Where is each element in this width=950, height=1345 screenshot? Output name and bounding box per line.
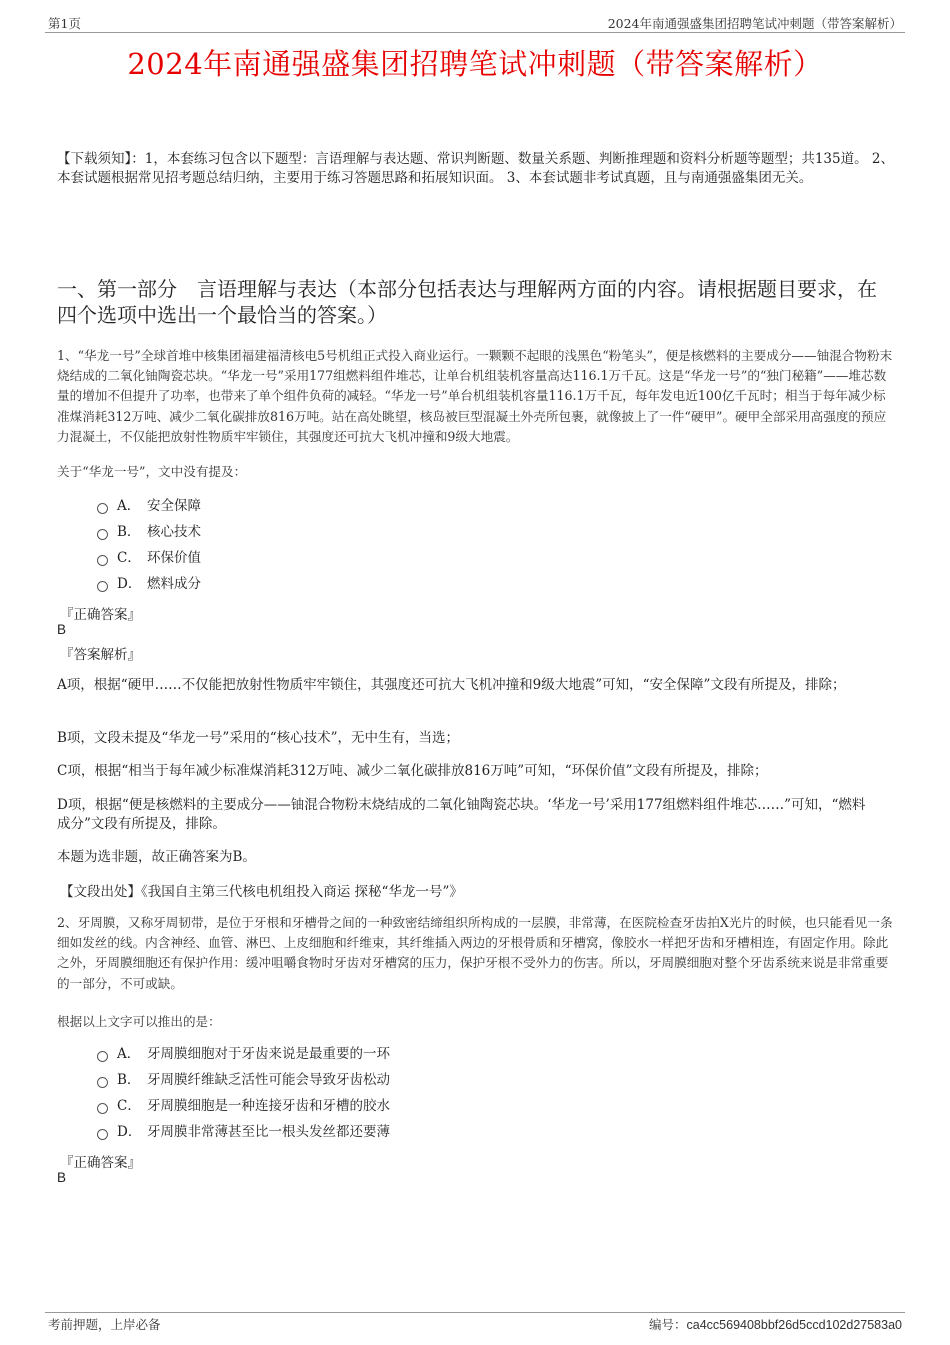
page-number: 第1页 — [48, 16, 81, 31]
analysis-b: B项，文段未提及“华龙一号”采用的“核心技术”，无中生有，当选； — [57, 730, 460, 746]
document-title: 2024年南通强盛集团招聘笔试冲刺题（带答案解析） — [127, 47, 823, 81]
question-1-options — [97, 493, 201, 597]
footer-code-value: ca4cc569408bbf26d5ccd102d27583a0 — [686, 1318, 902, 1332]
footer-slogan: 考前押题，上岸必备 — [48, 1317, 161, 1332]
option-text: 牙周膜细胞对于牙齿来说是最重要的一环 — [147, 1046, 390, 1062]
analysis-c: C项，根据“相当于每年减少标准煤消耗312万吨、减少二氧化碳排放816万吨”可知，“环保价值”文段有所提及，排除； — [57, 763, 768, 779]
answer-label: 『正确答案』 — [60, 1155, 141, 1171]
question-2-prompt: 根据以上文字可以推出的是： — [57, 1014, 221, 1029]
radio-icon[interactable] — [97, 1077, 108, 1088]
radio-icon[interactable] — [97, 555, 108, 566]
option-text: 核心技术 — [147, 524, 201, 540]
analysis-label: 『答案解析』 — [60, 647, 141, 663]
option-key: D． — [117, 1124, 142, 1140]
page-header — [45, 14, 905, 33]
question-2-options — [97, 1041, 390, 1145]
answer-value: B — [57, 1170, 67, 1185]
analysis-conclusion: 本题为选非题，故正确答案为B。 — [57, 849, 256, 865]
analysis-a: A项，根据“硬甲……不仅能把放射性物质牢牢锁住，其强度还可抗大飞机冲撞和9级大地震”可知，“安全保障”文段有所提及，排除； — [57, 677, 846, 693]
answer-value: B — [57, 622, 67, 637]
section-heading: 一、第一部分 言语理解与表达（本部分包括表达与理解两方面的内容。请根据题目要求，在四个选项中选出一个最恰当的答案。） — [57, 277, 877, 327]
passage-source: 【文段出处】《我国自主第三代核电机组投入商运 探秘“华龙一号”》 — [60, 884, 463, 900]
question-2-passage: 2、牙周膜，又称牙周韧带，是位于牙根和牙槽骨之间的一种致密结缔组织所构成的一层膜，非常薄，在医院检查牙齿拍X光片的时候，也只能看见一条细如发丝的线。内含神经、血管、淋巴、上皮细胞和纤维束，其纤维插入两边的牙根骨质和牙槽窝，像胶水一样把牙齿和牙槽相连，有固定作用。除此之外，牙周膜细胞还有保护作用：缓冲咀嚼食物时牙齿对牙槽窝的压力，保护牙根不受外力的伤害。所以，牙周膜细胞对整个牙齿系统来说是非常重要的一部分，不可或缺。 — [57, 915, 893, 991]
option-a[interactable] — [97, 493, 201, 519]
answer-label: 『正确答案』 — [60, 607, 141, 623]
download-notice: 【下载须知】：1，本套练习包含以下题型：言语理解与表达题、常识判断题、数量关系题、判断推理题和资料分析题等题型；共135道。 2、本套试题根据常见招考题总结归纳，主要用于练习答题思路和拓展知识面。 3、本套试题非考试真题，且与南通强盛集团无关。 — [57, 151, 894, 186]
option-text: 牙周膜细胞是一种连接牙齿和牙槽的胶水 — [147, 1098, 390, 1114]
option-text: 环保价值 — [147, 550, 201, 566]
option-key: D． — [117, 576, 142, 592]
option-b[interactable] — [97, 1067, 390, 1093]
radio-icon[interactable] — [97, 1103, 108, 1114]
radio-icon[interactable] — [97, 1129, 108, 1140]
option-a[interactable] — [97, 1041, 390, 1067]
option-key: A． — [117, 498, 141, 514]
option-key: C． — [117, 550, 141, 566]
option-key: C． — [117, 1098, 141, 1114]
footer-code-label: 编号： — [649, 1317, 687, 1332]
option-text: 牙周膜纤维缺乏活性可能会导致牙齿松动 — [147, 1072, 390, 1088]
option-c[interactable] — [97, 545, 201, 571]
analysis-d: D项，根据“便是核燃料的主要成分——铀混合物粉末烧结成的二氧化铀陶瓷芯块。‘华龙一号’采用177组燃料组件堆芯……”可知，“燃料成分”文段有所提及，排除。 — [57, 797, 866, 832]
radio-icon[interactable] — [97, 529, 108, 540]
page-footer — [45, 1312, 905, 1332]
option-d[interactable] — [97, 571, 201, 597]
question-1-passage: 1、“华龙一号”全球首堆中核集团福建福清核电5号机组正式投入商业运行。一颗颗不起眼的浅黑色“粉笔头”，便是核燃料的主要成分——铀混合物粉末烧结成的二氧化铀陶瓷芯块。“华龙一号”采用177组燃料组件堆芯，让单台机组装机容量高达116.1万千瓦。这是“华龙一号”的“独门秘籍”——堆芯数量的增加不但提升了功率，也带来了单个组件负荷的减轻。“华龙一号”单台机组装机容量116.1万千瓦，每年发电近100亿千瓦时；相当于每年减少标准煤消耗312万吨、减少二氧化碳排放816万吨。站在高处眺望，核岛被巨型混凝土外壳所包裹，就像披上了一件“硬甲”。硬甲全部采用高强度的预应力混凝土，不仅能把放射性物质牢牢锁住，其强度还可抗大飞机冲撞和9级大地震。 — [57, 348, 893, 444]
header-doc-title: 2024年南通强盛集团招聘笔试冲刺题（带答案解析） — [607, 16, 902, 31]
option-key: B． — [117, 524, 141, 540]
option-text: 牙周膜非常薄甚至比一根头发丝都还要薄 — [147, 1124, 390, 1140]
option-key: A． — [117, 1046, 141, 1062]
radio-icon[interactable] — [97, 581, 108, 592]
footer-code — [649, 1315, 902, 1333]
option-key: B． — [117, 1072, 141, 1088]
option-c[interactable] — [97, 1093, 390, 1119]
question-1-prompt: 关于“华龙一号”，文中没有提及： — [57, 464, 247, 479]
option-text: 燃料成分 — [147, 576, 201, 592]
radio-icon[interactable] — [97, 1051, 108, 1062]
radio-icon[interactable] — [97, 503, 108, 514]
option-d[interactable] — [97, 1119, 390, 1145]
option-text: 安全保障 — [147, 498, 201, 514]
option-b[interactable] — [97, 519, 201, 545]
